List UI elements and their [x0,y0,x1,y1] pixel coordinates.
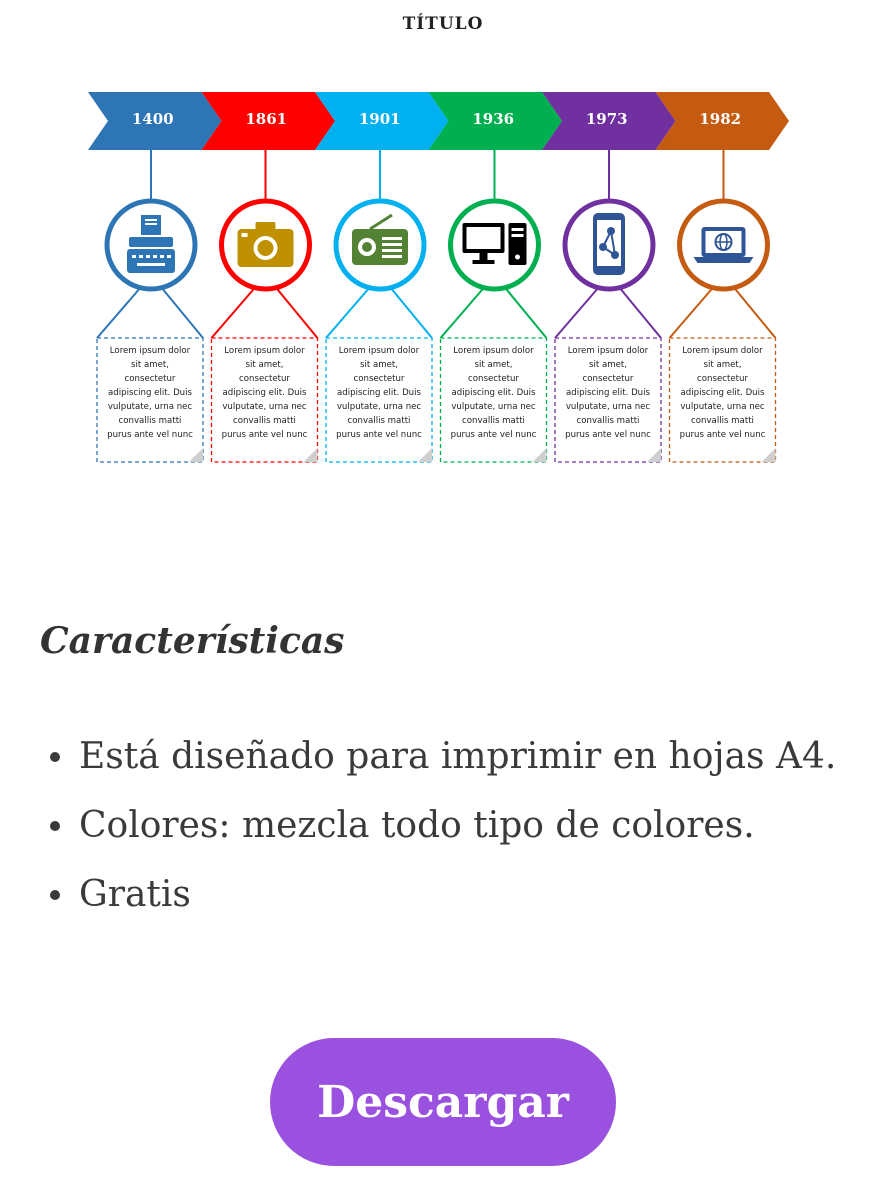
timeline-title: TÍTULO [402,14,484,34]
milestone-card-text: Lorem ipsum dolor [338,346,420,356]
milestone-1973 [555,150,661,462]
feature-item-colors: Colores: mezcla todo tipo de colores. [40,791,840,860]
milestone-funnel-line [276,287,318,338]
milestone-funnel-line [212,287,256,338]
timeline-segment-1400 [88,92,222,150]
milestone-card-text: convallis matti [347,416,411,426]
milestone-card-text: sit amet, [589,360,627,370]
milestone-text-card [97,338,203,462]
milestone-funnel-line [670,287,714,338]
milestone-1936 [441,150,547,462]
milestone-card-text: purus ante vel nunc [450,430,537,440]
milestone-funnel-line [97,287,141,338]
milestone-funnel-line [619,287,661,338]
milestone-card-text: adipiscing elit. Duis [222,388,307,398]
milestone-1901 [326,150,432,462]
timeline-segment-1982 [656,92,790,150]
milestone-card-text: convallis matti [691,416,754,426]
milestone-funnel-line [505,287,547,338]
milestone-1982 [670,150,776,462]
timeline-infographic [0,0,886,480]
milestone-card-text: adipiscing elit. Duis [108,388,192,398]
feature-item-free: Gratis [40,860,840,929]
milestone-text-card [212,338,318,462]
milestone-card-text: vulputate, urna nec [336,402,422,412]
milestone-card-text: sit amet, [474,360,513,370]
milestone-card-text: vulputate, urna nec [565,402,651,412]
milestone-card-text: convallis matti [576,416,640,426]
milestone-card-text: convallis matti [462,416,525,426]
milestone-card-text: Lorem ipsum dolor [567,346,649,356]
milestone-card-text: convallis matti [118,416,182,426]
timeline-year-label: 1936 [472,110,515,128]
timeline-segment-1973 [542,92,676,150]
milestone-card-text: consectetur [124,374,176,384]
milestone-card-text: purus ante vel nunc [565,430,651,440]
milestone-card-text: Lorem ipsum dolor [682,346,763,356]
milestone-card-text: sit amet, [245,360,284,370]
milestone-card-text: sit amet, [703,360,742,370]
milestone-1861 [212,150,318,462]
milestone-card-text: vulputate, urna nec [680,402,765,412]
feature-item-print-a4: Está diseñado para imprimir en hojas A4. [40,722,840,791]
milestone-card-text: vulputate, urna nec [107,402,193,412]
milestone-card-text: adipiscing elit. Duis [337,388,421,398]
milestone-card-text: vulputate, urna nec [451,402,536,412]
milestone-card-text: Lorem ipsum dolor [453,346,534,356]
timeline-year-label: 1400 [131,110,174,128]
features-heading: Características [40,620,345,662]
milestone-card-text: adipiscing elit. Duis [566,388,650,398]
milestone-text-card [441,338,547,462]
milestone-card-text: purus ante vel nunc [679,430,766,440]
milestone-card-text: adipiscing elit. Duis [451,388,536,398]
milestone-funnel-line [441,287,485,338]
milestone-card-text: consectetur [697,374,748,384]
timeline-segment-1901 [315,92,449,150]
milestone-card-text: consectetur [468,374,519,384]
milestone-card-text: vulputate, urna nec [222,402,307,412]
milestone-card-text: sit amet, [360,360,398,370]
milestone-text-card [555,338,661,462]
features-list [40,722,840,929]
timeline-year-label: 1973 [585,110,628,128]
milestone-card-text: convallis matti [233,416,296,426]
milestone-card-text: consectetur [239,374,290,384]
milestone-card-text: purus ante vel nunc [221,430,308,440]
milestone-card-text: sit amet, [131,360,169,370]
milestone-funnel-line [555,287,599,338]
laptop-icon [694,227,754,263]
milestone-funnel-line [390,287,432,338]
milestone-1400 [97,150,203,462]
milestone-card-text: Lorem ipsum dolor [109,346,191,356]
milestone-funnel-line [326,287,370,338]
milestone-text-card [326,338,432,462]
timeline-segment-1861 [202,92,336,150]
download-button[interactable]: Descargar [270,1038,616,1166]
milestone-card-text: consectetur [353,374,405,384]
timeline-segment-1936 [429,92,563,150]
milestone-funnel-line [161,287,203,338]
timeline-year-label: 1861 [245,110,288,128]
milestone-text-card [670,338,776,462]
milestone-card-text: purus ante vel nunc [336,430,422,440]
smartphone-icon [593,213,625,275]
milestone-card-text: consectetur [582,374,634,384]
timeline-year-label: 1901 [358,110,401,128]
milestone-card-text: purus ante vel nunc [107,430,193,440]
timeline-year-label: 1982 [699,110,742,128]
milestone-card-text: adipiscing elit. Duis [680,388,765,398]
milestone-card-text: Lorem ipsum dolor [224,346,305,356]
milestone-funnel-line [734,287,776,338]
